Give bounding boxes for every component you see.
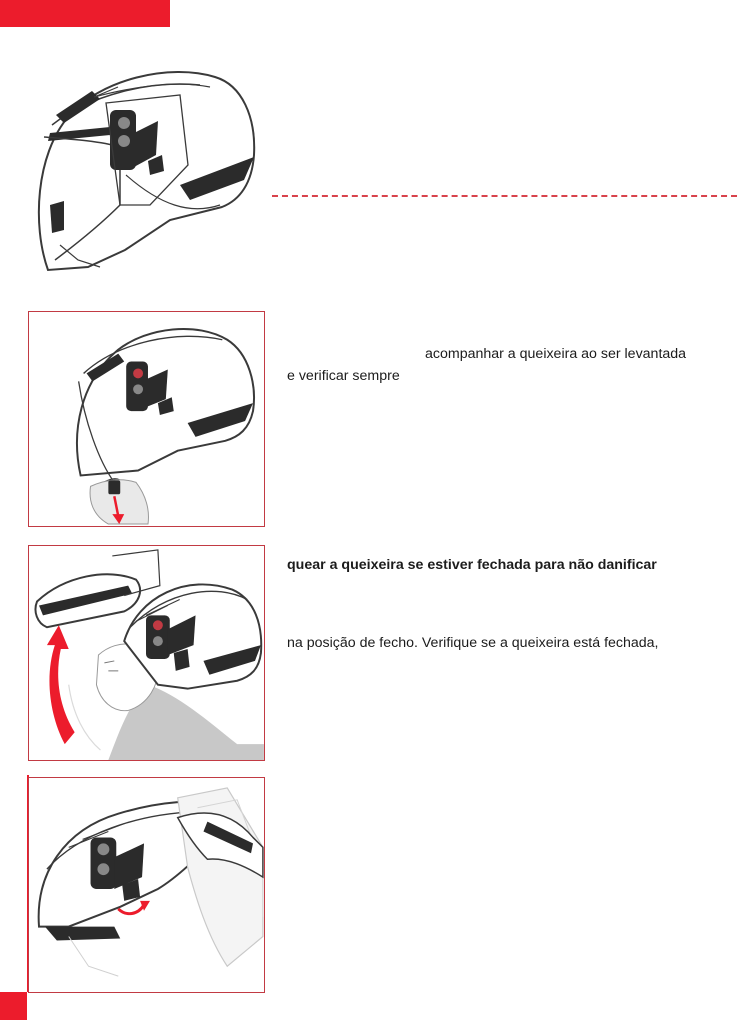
step2-text-line2: na posição de fecho. Verifique se a queixeira está fechada, xyxy=(287,635,659,651)
step1-text-line2: e verificar sempre xyxy=(287,368,400,384)
section-divider xyxy=(272,195,737,197)
footer-accent-bar xyxy=(0,992,27,1020)
header-accent-bar xyxy=(0,0,170,27)
step1-text-line1: acompanhar a queixeira ao ser levantada xyxy=(425,346,687,362)
chin-guard-lock-step xyxy=(28,777,265,993)
chin-guard-raise-step xyxy=(28,545,265,761)
step2-text-line1: quear a queixeira se estiver fechada para não danificar xyxy=(287,557,657,573)
helmet-icon xyxy=(30,55,262,275)
chin-strap-release-step xyxy=(28,311,265,527)
helmet-closed-side-view xyxy=(30,55,262,275)
